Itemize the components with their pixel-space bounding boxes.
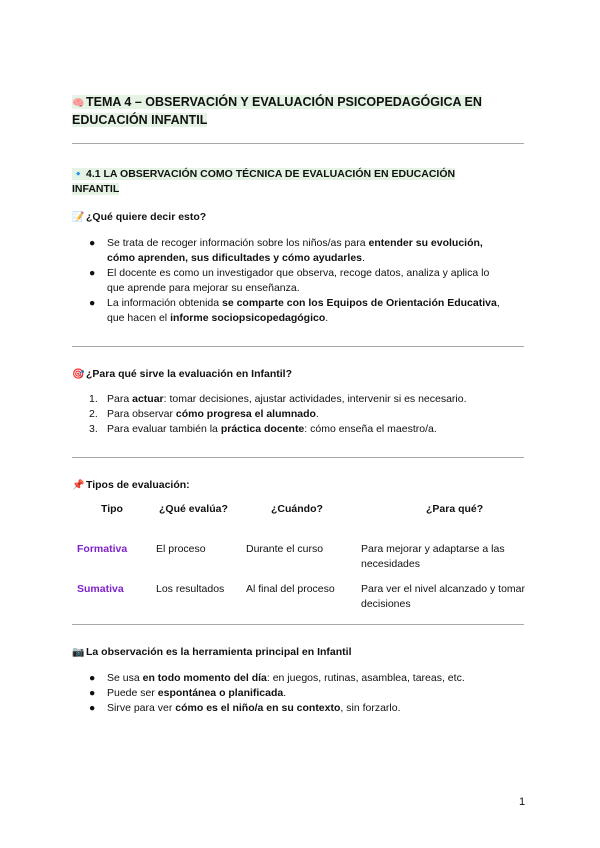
divider: [72, 457, 524, 458]
section-title-line2: INFANTIL: [72, 183, 120, 195]
list-item: ● Se usa en todo momento del día: en juegos, rutinas, asamblea, tareas, etc.: [89, 672, 465, 684]
list-item: ● El docente es como un investigador que observa, recoge datos, analiza y aplica lo que aprende para mejorar su enseñanza.: [89, 267, 490, 294]
target-icon: 🎯: [72, 369, 85, 380]
memo-icon: 📝: [72, 212, 85, 223]
block1-heading: 📝 ¿Qué quiere decir esto?: [72, 211, 207, 223]
table-cell-para: Para ver el nivel alcanzado y tomar decisiones: [361, 583, 525, 610]
list-item: 2. Para observar cómo progresa el alumnado.: [89, 408, 319, 420]
block2-list: [72, 392, 524, 437]
block3-heading: 📌 Tipos de evaluación:: [72, 479, 190, 491]
table-cell-que: Los resultados: [156, 583, 225, 595]
page-title: 🧠 TEMA 4 – OBSERVACIÓN Y EVALUACIÓN PSICOPEDAGÓGICA EN EDUCACIÓN INFANTIL: [72, 95, 482, 127]
divider: [72, 143, 524, 144]
list-item: 1. Para actuar: tomar decisiones, ajustar actividades, intervenir si es necesario.: [89, 393, 467, 405]
table-cell-tipo: Formativa: [77, 543, 128, 555]
list-item: 3. Para evaluar también la práctica docente: cómo enseña el maestro/a.: [89, 423, 437, 435]
page-title-line2: EDUCACIÓN INFANTIL: [72, 113, 208, 127]
brain-icon: 🧠: [72, 98, 85, 109]
list-item: ● Sirve para ver cómo es el niño/a en su contexto, sin forzarlo.: [89, 702, 401, 714]
table-cell-cuando: Durante el curso: [246, 543, 324, 555]
pushpin-icon: 📌: [72, 480, 85, 491]
table-header-que: ¿Qué evalúa?: [159, 503, 228, 515]
divider: [72, 624, 524, 625]
section-title: 🔹 4.1 LA OBSERVACIÓN COMO TÉCNICA DE EVALUACIÓN EN EDUCACIÓN INFANTIL: [72, 168, 456, 195]
diamond-icon: 🔹: [72, 169, 85, 180]
table-cell-que: El proceso: [156, 543, 206, 555]
table-cell-cuando: Al final del proceso: [246, 583, 335, 595]
block1-list: [72, 236, 524, 326]
table-header-cuando: ¿Cuándo?: [271, 503, 323, 515]
camera-icon: 📷: [72, 647, 85, 658]
list-item: ● Se trata de recoger información sobre los niños/as para entender su evolución, cómo aprenden, sus dificultades y cómo ayudarles.: [89, 237, 483, 264]
table-header-para: ¿Para qué?: [426, 503, 484, 515]
table-cell-para: Para mejorar y adaptarse a las necesidades: [361, 543, 505, 570]
block4-heading: 📷 La observación es la herramienta principal en Infantil: [72, 646, 352, 658]
list-item: ● La información obtenida se comparte con los Equipos de Orientación Educativa, que hacen el informe sociopsicopedagógico.: [89, 297, 500, 324]
list-item: ● Puede ser espontánea o planificada.: [89, 687, 287, 699]
table-header-tipo: Tipo: [101, 503, 123, 515]
block2-heading: 🎯 ¿Para qué sirve la evaluación en Infantil?: [72, 368, 292, 380]
divider: [72, 346, 524, 347]
page-number: 1: [519, 796, 526, 808]
table-cell-tipo: Sumativa: [77, 583, 124, 595]
block4-list: [72, 671, 524, 716]
